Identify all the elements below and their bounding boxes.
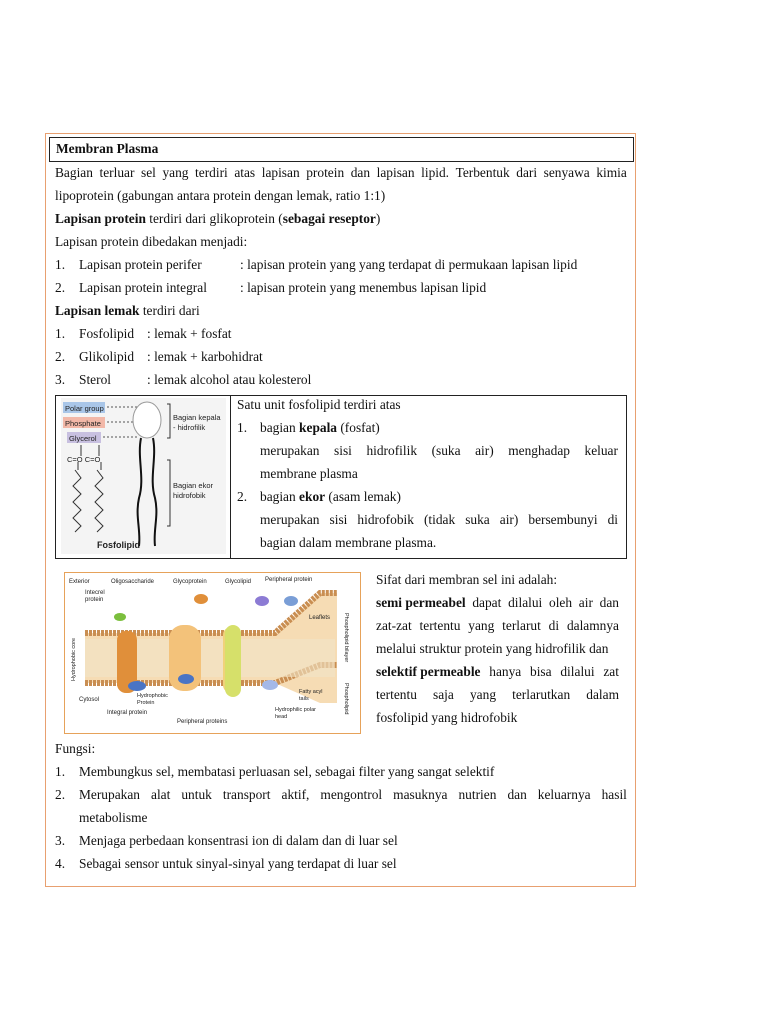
word: senyawa bbox=[543, 165, 590, 180]
fosfolipid-desc-2-line-2: bagian dalam membrane plasma. bbox=[260, 535, 437, 550]
word: keluar bbox=[584, 443, 618, 458]
fungsi-item-text: Sebagai sensor untuk sinyal-sinyal yang terdapat di luar sel bbox=[79, 856, 397, 871]
item-post: (asam lemak) bbox=[325, 489, 401, 504]
lemak-item-number: 3. bbox=[55, 372, 66, 387]
word: nutrien bbox=[458, 787, 497, 802]
glycerol-label: Glycerol bbox=[69, 434, 97, 443]
fungsi-item-number: 2. bbox=[55, 787, 66, 802]
word: bisa bbox=[530, 664, 552, 679]
word: aktif, bbox=[281, 787, 310, 802]
fatty-acyl-label-1: Fatty acyl bbox=[299, 689, 323, 695]
lemak-item-number: 2. bbox=[55, 349, 66, 364]
word: Merupakan bbox=[79, 787, 140, 802]
hydrophobic-protein-label-1: Hydrophobic bbox=[137, 693, 168, 699]
tail-label-2: hidrofobik bbox=[173, 491, 206, 500]
word: zat bbox=[603, 664, 619, 679]
sifat-line-6 bbox=[376, 687, 619, 703]
word: air) bbox=[499, 512, 519, 527]
word: masuknya bbox=[393, 787, 448, 802]
sifat-line-4: melalui struktur protein yang hidrofilik dan bbox=[376, 641, 609, 656]
word: lapisan bbox=[376, 165, 415, 180]
fatty-acyl-label-2: tails bbox=[299, 696, 309, 702]
protein-item-number: 1. bbox=[55, 257, 66, 272]
item-bold: ekor bbox=[299, 489, 326, 504]
word: keluarnya bbox=[537, 787, 591, 802]
hydrophilic-label-1: Hydrophilic polar bbox=[275, 707, 316, 713]
head-label-1: Bagian kepala bbox=[173, 413, 221, 422]
fosfolipid-table-divider bbox=[230, 395, 231, 559]
word: merupakan bbox=[260, 443, 320, 458]
word: sel bbox=[141, 165, 156, 180]
word: yang bbox=[469, 687, 497, 702]
word: zat-zat bbox=[376, 618, 412, 633]
leaflets-label: Leaflets bbox=[309, 615, 331, 621]
word: terlarutkan bbox=[512, 687, 571, 702]
word: untuk bbox=[181, 787, 212, 802]
lemak-item-desc: : lemak alcohol atau kolesterol bbox=[147, 372, 312, 387]
word: terluar bbox=[99, 165, 135, 180]
protein-heading-end: ) bbox=[375, 211, 381, 226]
carbonyl-label: C=O C=O bbox=[67, 455, 101, 464]
fungsi-item-number: 1. bbox=[55, 764, 66, 779]
word: oleh bbox=[549, 595, 573, 610]
fosfolipid-item-number: 2. bbox=[237, 489, 248, 504]
word: (tidak bbox=[423, 512, 456, 527]
fungsi-item-number: 3. bbox=[55, 833, 66, 848]
membrane-diagram bbox=[65, 573, 359, 732]
word: saja bbox=[433, 687, 454, 702]
word: merupakan bbox=[260, 512, 320, 527]
word: Terbentuk bbox=[455, 165, 510, 180]
fungsi-item-text-line-2: metabolisme bbox=[79, 810, 148, 825]
word: dari bbox=[516, 165, 538, 180]
protein-intro: Lapisan protein dibedakan menjadi: bbox=[55, 234, 248, 249]
hydrophilic-label-2: head bbox=[275, 714, 288, 720]
membrane-figure bbox=[64, 572, 361, 734]
word: Bagian bbox=[55, 165, 93, 180]
fosfolipid-item-number: 1. bbox=[237, 420, 248, 435]
item-pre: bagian bbox=[260, 489, 300, 504]
word: dan bbox=[350, 165, 371, 180]
exterior-label: Exterior bbox=[69, 579, 90, 585]
phosphate-label: Phosphate bbox=[65, 419, 101, 428]
word: di bbox=[548, 618, 560, 633]
bilayer-label: Phospholipid bilayer bbox=[343, 613, 349, 663]
word: dapat bbox=[472, 595, 502, 610]
word: alat bbox=[151, 787, 171, 802]
integral-protein-bottom-label: Integral protein bbox=[107, 710, 148, 716]
sifat-line-1: Sifat dari membran sel ini adalah: bbox=[376, 572, 558, 587]
fungsi-heading: Fungsi: bbox=[55, 741, 96, 756]
word: di bbox=[607, 512, 618, 527]
protein-heading-mid: terdiri dari glikoprotein ( bbox=[145, 211, 283, 226]
fosfolipid-desc-1 bbox=[260, 443, 618, 459]
tail-label-1: Bagian ekor bbox=[173, 481, 214, 490]
protein-item-desc: : lapisan protein yang menembus lapisan lipid bbox=[240, 280, 487, 295]
word: (suka bbox=[431, 443, 461, 458]
lemak-heading-bold: Lapisan lemak bbox=[55, 303, 140, 318]
integral-protein-top-label-1: Intecrel bbox=[85, 590, 105, 596]
word: dan bbox=[507, 787, 527, 802]
word: dilalui bbox=[560, 664, 595, 679]
word: dalamnya bbox=[566, 618, 619, 633]
word: hidrofobik bbox=[357, 512, 414, 527]
item-pre: bagian bbox=[260, 420, 300, 435]
word: terdiri bbox=[195, 165, 228, 180]
polar-group-label: Polar group bbox=[65, 404, 104, 413]
phospholipid-label: Phospholipid bbox=[343, 683, 349, 715]
glycoprotein-label: Glycoprotein bbox=[173, 579, 207, 585]
lemak-item-number: 1. bbox=[55, 326, 66, 341]
sifat-line-7: fosfolipid yang hidrofobik bbox=[376, 710, 518, 725]
word: terlarut bbox=[502, 618, 541, 633]
intro-line-1 bbox=[55, 165, 627, 181]
fosfolipid-desc-2 bbox=[260, 512, 618, 528]
protein-item-desc: : lapisan protein yang yang terdapat di permukaan lapisan lipid bbox=[240, 257, 578, 272]
sifat-line-5 bbox=[376, 664, 619, 680]
word: lipid. bbox=[421, 165, 450, 180]
word: lapisan bbox=[261, 165, 300, 180]
word: kimia bbox=[596, 165, 627, 180]
word: bersembunyi bbox=[528, 512, 598, 527]
word: protein bbox=[306, 165, 345, 180]
lemak-item-name: Fosfolipid bbox=[79, 326, 135, 341]
oligosaccharide-label: Oligosaccharide bbox=[111, 579, 155, 585]
cytosol-label: Cytosol bbox=[79, 697, 100, 703]
fungsi-item-text: Menjaga perbedaan konsentrasi ion di dalam dan di luar sel bbox=[79, 833, 398, 848]
word: tertentu bbox=[419, 618, 461, 633]
fosfolipid-item-1 bbox=[260, 420, 380, 436]
item-bold: kepala bbox=[299, 420, 337, 435]
lemak-heading-rest: terdiri dari bbox=[139, 303, 200, 318]
word: dalam bbox=[586, 687, 619, 702]
lemak-item-desc: : lemak + fosfat bbox=[147, 326, 232, 341]
word: suka bbox=[465, 512, 490, 527]
peripheral-proteins-bottom-label: Peripheral proteins bbox=[177, 719, 228, 725]
hydrophobic-protein-label-2: Protein bbox=[137, 700, 155, 706]
word: dilalui bbox=[508, 595, 543, 610]
word: dan bbox=[599, 595, 619, 610]
fungsi-item-number: 4. bbox=[55, 856, 66, 871]
peripheral-protein-top-label: Peripheral protein bbox=[265, 577, 313, 583]
word: hasil bbox=[601, 787, 627, 802]
word: hidrofilik bbox=[366, 443, 418, 458]
fungsi-item-text: Membungkus sel, membatasi perluasan sel, sebagai filter yang sangat selektif bbox=[79, 764, 495, 779]
word: hanya bbox=[489, 664, 522, 679]
protein-item-name: Lapisan protein perifer bbox=[79, 257, 202, 272]
fosfolipid-desc-1-line-2: membrane plasma bbox=[260, 466, 358, 481]
word: sisi bbox=[329, 512, 348, 527]
section-title: Membran Plasma bbox=[49, 137, 634, 162]
fosfolipid-caption: Fosfolipid bbox=[97, 540, 140, 550]
word: air bbox=[578, 595, 593, 610]
glycolipid-label: Glycolipid bbox=[225, 579, 252, 585]
word: tertentu bbox=[376, 687, 417, 702]
word: yang bbox=[468, 618, 495, 633]
protein-item-name: Lapisan protein integral bbox=[79, 280, 207, 295]
lemak-heading bbox=[55, 303, 200, 319]
fosfolipid-item-2 bbox=[260, 489, 401, 505]
fosfolipid-figure bbox=[61, 398, 226, 554]
word: yang bbox=[162, 165, 189, 180]
word: air) bbox=[475, 443, 494, 458]
sifat-line-2 bbox=[376, 595, 619, 611]
protein-item-number: 2. bbox=[55, 280, 66, 295]
item-post: (fosfat) bbox=[337, 420, 380, 435]
protein-heading-bold-2: sebagai reseptor bbox=[282, 211, 376, 226]
hydrophobic-core-label: Hydrophobic core bbox=[71, 637, 77, 681]
word: sisi bbox=[334, 443, 352, 458]
fosfolipid-heading: Satu unit fosfolipid terdiri atas bbox=[237, 397, 401, 412]
word: atas bbox=[234, 165, 256, 180]
protein-heading bbox=[55, 211, 380, 227]
fosfolipid-diagram bbox=[61, 398, 226, 554]
integral-protein-top-label-2: protein bbox=[85, 597, 104, 603]
protein-heading-bold: Lapisan protein bbox=[55, 211, 146, 226]
sifat-line-3 bbox=[376, 618, 619, 634]
fungsi-item-text bbox=[79, 787, 627, 803]
word: transport bbox=[222, 787, 271, 802]
intro-line-2: lipoprotein (gabungan antara protein dengan lemak, ratio 1:1) bbox=[55, 188, 386, 203]
lemak-item-desc: : lemak + karbohidrat bbox=[147, 349, 263, 364]
sifat-bold-2: selektif permeable bbox=[376, 664, 481, 679]
head-label-2: - hidrofilik bbox=[173, 423, 206, 432]
lemak-item-name: Sterol bbox=[79, 372, 111, 387]
word: menghadap bbox=[508, 443, 570, 458]
sifat-bold-1: semi permeabel bbox=[376, 595, 466, 610]
lemak-item-name: Glikolipid bbox=[79, 349, 135, 364]
word: mengontrol bbox=[320, 787, 383, 802]
